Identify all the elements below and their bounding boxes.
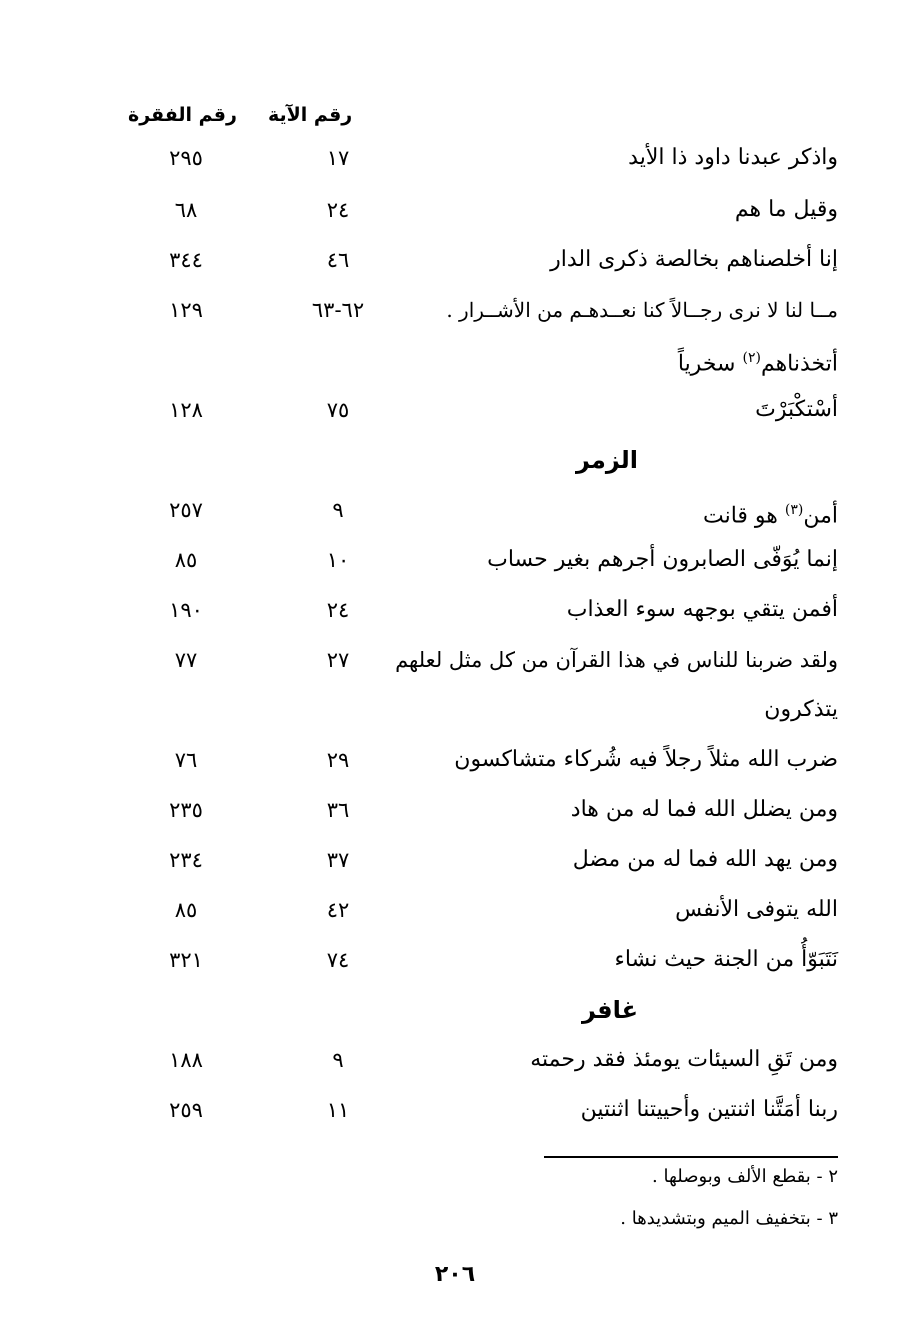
index-row [72, 490, 838, 530]
verse-text: أفمن يتقي بوجهه سوء العذاب [566, 597, 838, 622]
index-row [72, 740, 838, 780]
verse-text [703, 490, 838, 536]
verse-text-part: سخرياً [677, 351, 736, 377]
index-row [72, 190, 838, 230]
verse-text: يتذكرون [764, 697, 838, 722]
index-row [72, 540, 838, 580]
index-row [72, 390, 838, 430]
paragraph-number: ٣٤٤ [169, 248, 203, 272]
verse-text: واذكر عبدنا داود ذا الأيد [628, 145, 838, 170]
ayah-number: ٢٧ [326, 648, 350, 672]
index-row [72, 290, 838, 330]
ayah-number: ٧٤ [326, 948, 350, 972]
paragraph-number: ٨٥ [174, 898, 198, 922]
paragraph-number: ١٢٨ [169, 398, 203, 422]
ayah-number: ٢٤ [326, 598, 350, 622]
index-row [72, 590, 838, 630]
verse-text: إنما يُوَفّى الصابرون أجرهم بغير حساب [487, 547, 838, 572]
verse-text-part: أمن [803, 503, 838, 529]
index-row-continuation [72, 690, 838, 730]
verse-text: إنا أخلصناهم بخالصة ذكرى الدار [550, 247, 838, 272]
footnote: ٢ - بقطع الألف وبوصلها . [652, 1166, 838, 1187]
index-row [72, 790, 838, 830]
verse-text: نَتَبَوّأُ من الجنة حيث نشاء [614, 947, 838, 972]
ayah-number: ٤٦ [326, 248, 350, 272]
index-row [72, 138, 838, 178]
ayah-number: ١١ [326, 1098, 350, 1122]
index-row [72, 640, 838, 680]
verse-text: ضرب الله مثلاً رجلاً فيه شُركاء متشاكسون [454, 747, 838, 772]
index-row [72, 840, 838, 880]
index-row [72, 1040, 838, 1080]
paragraph-number: ٦٨ [174, 198, 198, 222]
ayah-number: ١٠ [326, 548, 350, 572]
verse-text: وقيل ما هم [734, 197, 838, 222]
verse-text: الله يتوفى الأنفس [675, 897, 838, 922]
page-number: ٢٠٦ [434, 1262, 476, 1287]
index-row-continuation [72, 338, 838, 378]
verse-text-part: هو قانت [702, 503, 778, 529]
index-row [72, 890, 838, 930]
ayah-number: ١٧ [326, 146, 350, 170]
paragraph-number: ٣٢١ [169, 948, 203, 972]
verse-text: ومن يهد الله فما له من مضل [572, 847, 838, 872]
paragraph-number: ١٨٨ [169, 1048, 203, 1072]
ayah-number-header: رقم الآية [268, 104, 353, 126]
paragraph-number: ٢٥٩ [169, 1098, 203, 1122]
verse-text: مــا لنا لا نرى رجــالاً كنا نعــدهـم من الأشــرار . [446, 298, 838, 322]
paragraph-number: ٨٥ [174, 548, 198, 572]
paragraph-number: ١٩٠ [169, 598, 203, 622]
footnote-marker: (٢) [742, 350, 761, 366]
ayah-number: ٧٥ [326, 398, 350, 422]
verse-text [678, 338, 838, 384]
ayah-number: ٣٧ [326, 848, 350, 872]
footnote-marker: (٣) [784, 502, 804, 518]
paragraph-number: ١٢٩ [169, 298, 203, 322]
verse-text: ومن تَقِ السيئات يومئذ فقد رحمته [530, 1047, 838, 1072]
ayah-number: ٣٦ [326, 798, 350, 822]
table-header [0, 104, 910, 138]
ayah-number: ٩ [332, 1048, 344, 1072]
ayah-number: ٤٢ [326, 898, 350, 922]
paragraph-number: ٧٦ [174, 748, 198, 772]
ayah-number: ٢٤ [326, 198, 350, 222]
paragraph-number: ٢٣٤ [169, 848, 203, 872]
ayah-number: ٢٩ [326, 748, 350, 772]
paragraph-number: ٢٥٧ [169, 498, 203, 522]
footnote-divider [544, 1156, 838, 1158]
verse-text: ربنا أمَتَّنا اثنتين وأحييتنا اثنتين [580, 1097, 838, 1122]
verse-text-part: أتخذناهم [760, 351, 838, 377]
index-row [72, 240, 838, 280]
footnote: ٣ - بتخفيف الميم وبتشديدها . [620, 1208, 838, 1229]
ayah-number: ٩ [332, 498, 344, 522]
verse-text: أسْتكْبَرْتَ [755, 397, 838, 422]
surah-heading-zumar: الزمر [576, 446, 638, 474]
surah-heading-ghafir: غافر [581, 996, 638, 1024]
paragraph-number: ٢٩٥ [169, 146, 203, 170]
paragraph-number: ٢٣٥ [169, 798, 203, 822]
paragraph-number: ٧٧ [174, 648, 198, 672]
ayah-number: ٦٢-٦٣ [311, 298, 365, 322]
verse-text: ومن يضلل الله فما له من هاد [570, 797, 838, 822]
verse-text: ولقد ضربنا للناس في هذا القرآن من كل مثل لعلهم [395, 648, 838, 672]
paragraph-number-header: رقم الفقرة [128, 104, 237, 126]
index-row [72, 940, 838, 980]
index-row [72, 1090, 838, 1130]
